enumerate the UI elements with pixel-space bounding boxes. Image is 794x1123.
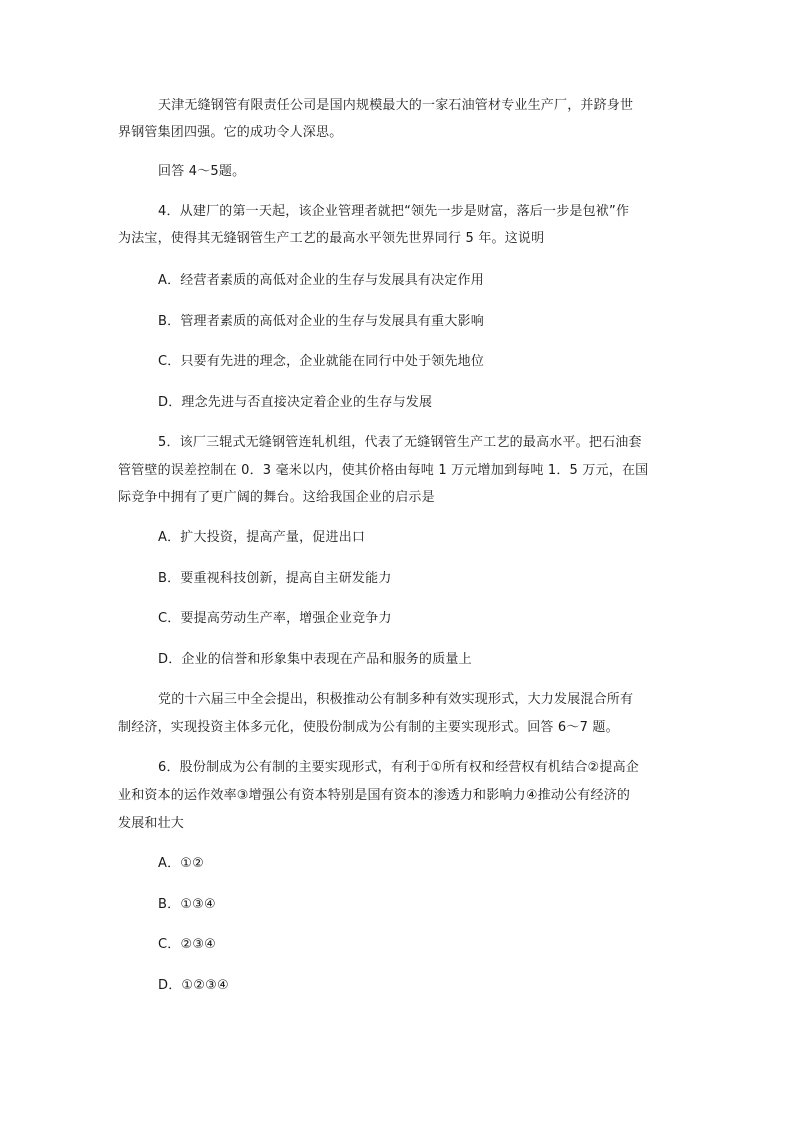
q6-option-c: C．②③④ xyxy=(158,937,217,952)
intro1-line1: 天津无缝钢管有限责任公司是国内规模最大的一家石油管材专业生产厂，并跻身世 xyxy=(158,98,634,113)
q6-option-d: D．①②③④ xyxy=(158,978,229,993)
q4-option-b: B．管理者素质的高低对企业的生存与发展具有重大影响 xyxy=(158,314,484,329)
q5-option-a: A．扩大投资，提高产量，促进出口 xyxy=(158,530,366,545)
q5-option-b: B．要重视科技创新，提高自主研发能力 xyxy=(158,571,392,586)
q5-line2: 管管壁的误差控制在 0．3 毫米以内，使其价格由每吨 1 万元增加到每吨 1．5 万元，在国 xyxy=(118,463,649,478)
q5-option-c: C．要提高劳动生产率，增强企业竞争力 xyxy=(158,611,392,626)
q6-option-b: B．①③④ xyxy=(158,897,216,912)
q6-line1: 6．股份制成为公有制的主要实现形式，有利于①所有权和经营权有机结合②提高企 xyxy=(158,760,639,775)
answer-prompt-1: 回答 4～5题。 xyxy=(158,164,246,179)
q4-line1: 4．从建厂的第一天起，该企业管理者就把“领先一步是财富，落后一步是包袱”作 xyxy=(158,204,630,219)
q4-option-d: D．理念先进与否直接决定着企业的生存与发展 xyxy=(158,395,433,410)
intro1-line2: 界钢管集团四强。它的成功令人深思。 xyxy=(118,125,343,140)
q6-option-a: A．①② xyxy=(158,856,205,871)
q4-option-a: A．经营者素质的高低对企业的生存与发展具有决定作用 xyxy=(158,273,484,288)
intro2-line1: 党的十六届三中全会提出，积极推动公有制多种有效实现形式，大力发展混合所有 xyxy=(158,692,634,707)
q6-line3: 发展和壮大 xyxy=(118,816,185,831)
q5-line1: 5．该厂三辊式无缝钢管连轧机组，代表了无缝钢管生产工艺的最高水平。把石油套 xyxy=(158,435,642,450)
q6-line2: 业和资本的运作效率③增强公有资本特别是国有资本的渗透力和影响力④推动公有经济的 xyxy=(118,788,631,803)
intro2-line2: 制经济，实现投资主体多元化，使股份制成为公有制的主要实现形式。回答 6～7 题。 xyxy=(118,720,619,735)
q5-option-d: D．企业的信誉和形象集中表现在产品和服务的质量上 xyxy=(158,652,472,667)
q4-line2: 为法宝，使得其无缝钢管生产工艺的最高水平领先世界同行 5 年。这说明 xyxy=(118,231,545,246)
q4-option-c: C．只要有先进的理念，企业就能在同行中处于领先地位 xyxy=(158,354,485,369)
q5-line3: 际竞争中拥有了更广阔的舞台。这给我国企业的启示是 xyxy=(118,490,435,505)
